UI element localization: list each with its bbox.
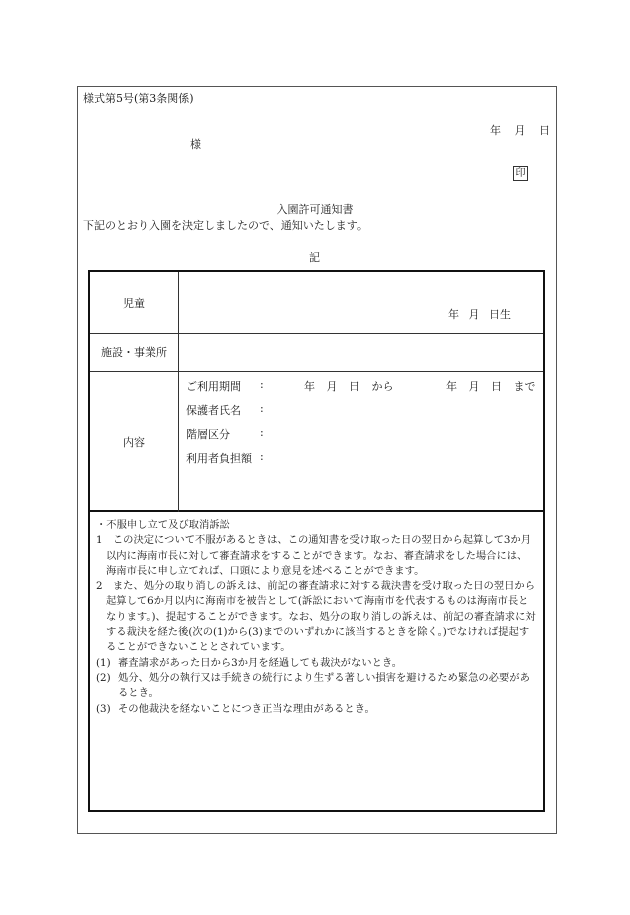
period-from: 年 月 日 から [304,380,394,393]
child-label: 児童 [90,272,179,333]
details-table [88,270,545,512]
ki-heading: 記 [309,251,320,264]
intro-text: 下記のとおり入園を決定しましたので、通知いたします。 [83,219,368,232]
notice-item-1 [96,533,537,579]
document-title: 入園許可通知書 [276,203,354,216]
notice-sub-3 [96,702,537,717]
guardian-colon: : [260,402,264,415]
period-to: 年 月 日 まで [446,380,536,393]
tier-colon: : [260,426,264,439]
notice-sub-1-number: (1) [96,656,111,669]
notice-sub-2-number: (2) [96,671,111,684]
form-number: 様式第5号(第3条関係) [83,92,194,105]
fee-label: 利用者負担額 [186,452,252,465]
notice-item-2-text: また、処分の取り消しの訴えは、前記の審査請求に対する裁決書を受け取った日の翌日から起算して6か月以内に海南市を被告として(訴訟において海南市を代表するものは海南市長となります。)、提起することができます。なお、処分の取り消しの訴えは、前記の審査請求に対する裁決を経た後(次の(1)から(3)までのいずれかに該当するときを除く。)でなければ提起することができないこととされています。 [106,580,536,654]
recipient-honorific: 様 [190,138,201,151]
notice-title: ・不服申し立て及び取消訴訟 [96,519,230,531]
notice-sub-2-text: 処分、処分の執行又は手続きの続行により生ずる著しい損害を避けるため緊急の必要があるとき。 [118,671,530,700]
period-colon: : [260,378,264,391]
content-row [90,371,543,512]
fee-colon: : [260,450,264,463]
notice-item-2 [96,579,537,655]
seal-mark: 印 [513,166,528,181]
notice-sub-3-text: その他裁決を経ないことにつき正当な理由があるとき。 [118,702,375,715]
tier-label: 階層区分 [186,428,230,441]
period-label: ご利用期間 [186,380,241,393]
facility-row [90,333,543,372]
notice-sub-1-text: 審査請求があった日から3か月を経過しても裁決がないとき。 [118,656,403,669]
notice-item-1-text: この決定について不服があるときは、この通知書を受け取った日の翌日から起算して3か月以内に海南市長に対して審査請求をすることができます。なお、審査請求をした場合には、海南市長に申し立てれば、口頭により意見を述べることができます。 [106,534,532,577]
notice-sub-2 [96,671,537,702]
appeal-notice [88,512,545,812]
guardian-label: 保護者氏名 [186,404,241,417]
issue-date-line: 年 月 日 [490,124,550,137]
notice-item-2-number: 2 [96,580,103,593]
child-row [90,272,543,334]
notice-item-1-number: 1 [96,534,103,547]
notice-sub-3-number: (3) [96,702,111,715]
content-label: 内容 [90,371,179,512]
birth-date-suffix: 年 月 日生 [448,308,511,321]
notice-sub-1 [96,656,537,671]
facility-label: 施設・事業所 [90,333,179,371]
